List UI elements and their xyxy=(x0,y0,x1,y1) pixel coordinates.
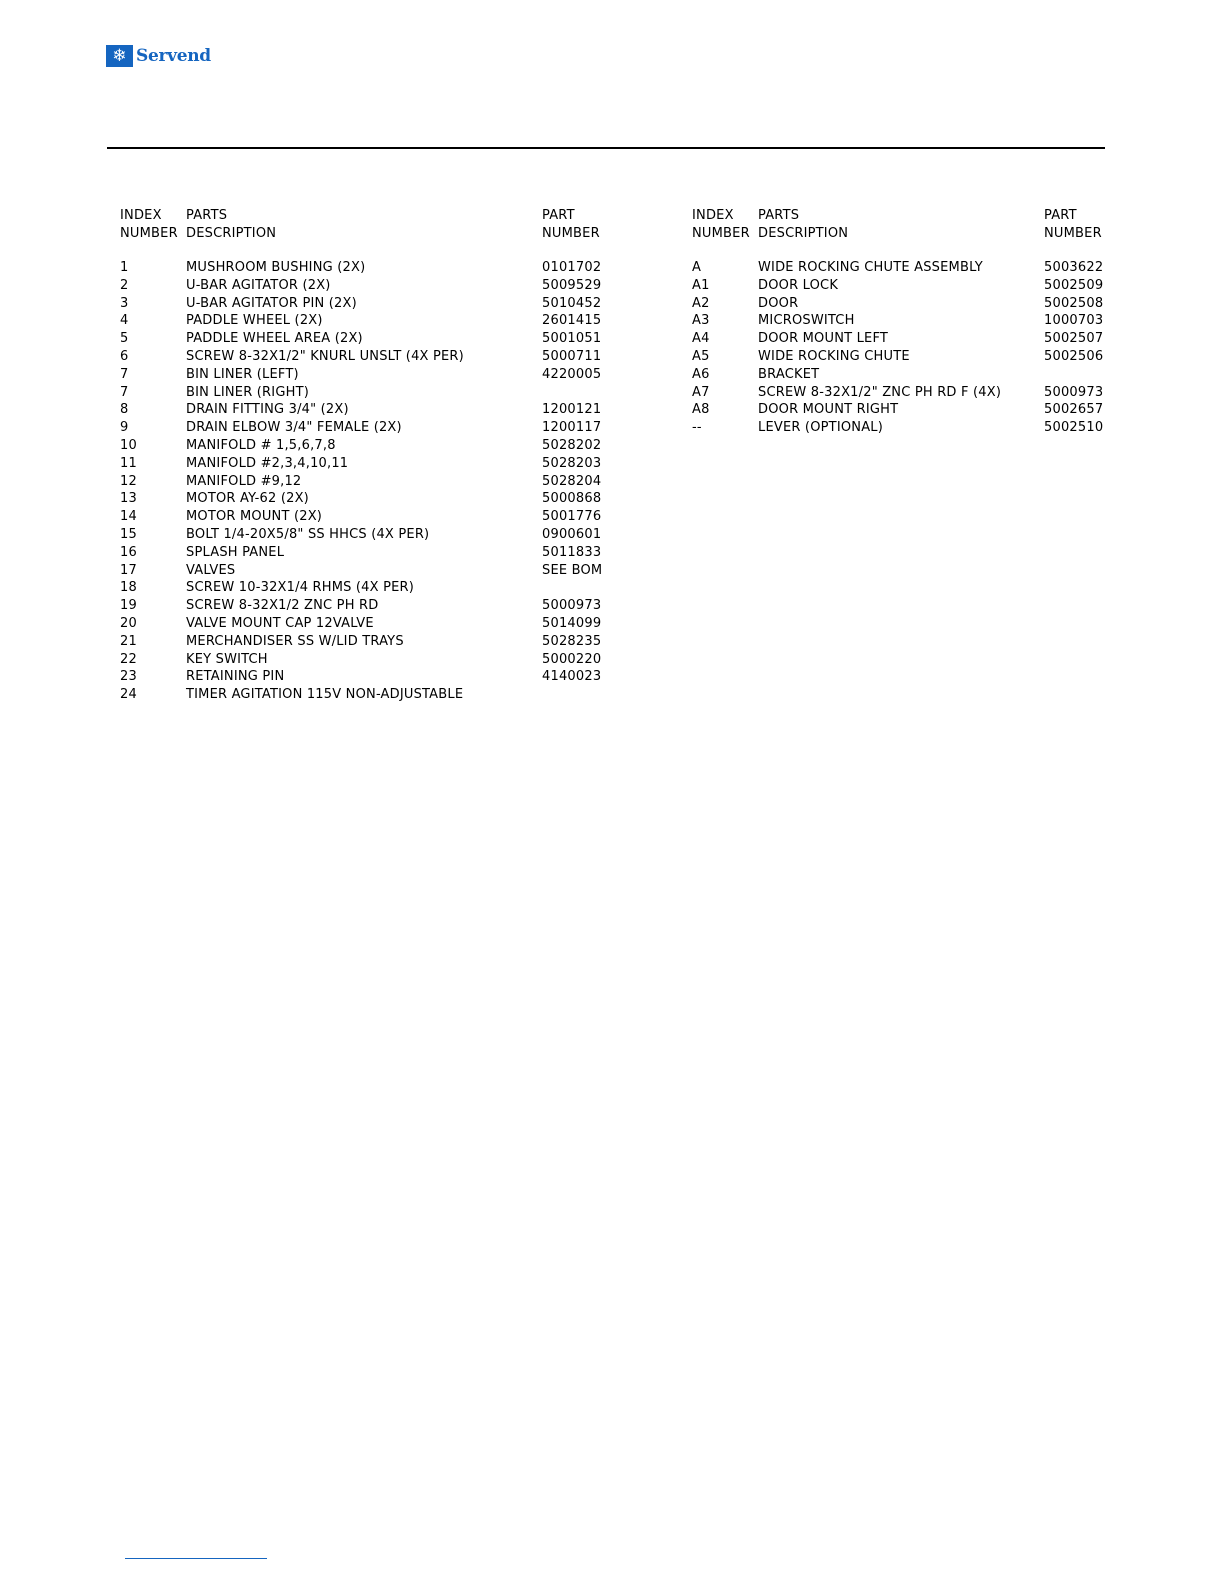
footer-link-underline xyxy=(125,1558,267,1559)
part-number: 5028235 xyxy=(542,633,602,649)
table-row xyxy=(120,366,620,384)
part-description: SCREW 8-32X1/2" ZNC PH RD F (4X) xyxy=(758,384,1002,400)
table-row xyxy=(120,384,620,402)
index-number: A6 xyxy=(692,366,710,382)
part-description: PADDLE WHEEL (2X) xyxy=(186,313,323,329)
part-number: 5000973 xyxy=(542,598,602,614)
index-number: 2 xyxy=(120,277,129,293)
part-number: 2601415 xyxy=(542,313,602,329)
index-number: 3 xyxy=(120,295,129,311)
table-row xyxy=(692,401,1112,419)
part-description: KEY SWITCH xyxy=(186,651,268,667)
part-number: 1000703 xyxy=(1044,313,1104,329)
parts-rows-left xyxy=(120,259,620,704)
part-description: WIDE ROCKING CHUTE ASSEMBLY xyxy=(758,260,983,275)
part-description: VALVES xyxy=(186,562,236,578)
parts-list-header xyxy=(120,207,620,243)
part-description: BIN LINER (LEFT) xyxy=(186,366,299,382)
table-row xyxy=(120,633,620,651)
table-row xyxy=(120,544,620,562)
index-number: 1 xyxy=(120,260,129,275)
part-description: BOLT 1/4-20X5/8" SS HHCS (4X PER) xyxy=(186,526,430,542)
part-number: 5000973 xyxy=(1044,384,1104,400)
part-number: 0101702 xyxy=(542,260,602,275)
part-number: SEE BOM xyxy=(542,562,603,578)
table-row xyxy=(120,526,620,544)
parts-list-right xyxy=(692,207,1112,437)
part-number-header: PART NUMBER xyxy=(542,208,600,241)
table-row xyxy=(120,295,620,313)
index-number-header: INDEX NUMBER xyxy=(120,208,178,241)
part-description: SCREW 8-32X1/2 ZNC PH RD xyxy=(186,598,379,614)
index-number: 17 xyxy=(120,562,137,578)
index-number: 19 xyxy=(120,598,137,614)
table-row xyxy=(120,419,620,437)
index-number: 20 xyxy=(120,615,137,631)
table-row xyxy=(120,312,620,330)
table-row xyxy=(120,508,620,526)
index-number: A4 xyxy=(692,331,710,347)
part-description: SPLASH PANEL xyxy=(186,544,285,560)
index-number: 15 xyxy=(120,526,137,542)
part-number: 5002510 xyxy=(1044,420,1104,436)
index-number: 21 xyxy=(120,633,137,649)
part-description: DOOR xyxy=(758,295,799,311)
part-description: RETAINING PIN xyxy=(186,669,285,685)
table-row xyxy=(120,490,620,508)
part-description: SCREW 10-32X1/4 RHMS (4X PER) xyxy=(186,580,415,596)
parts-list-left xyxy=(120,207,620,704)
index-number: A3 xyxy=(692,313,710,329)
brand-name: Servend xyxy=(136,46,211,66)
table-row xyxy=(120,579,620,597)
part-description: BIN LINER (RIGHT) xyxy=(186,384,309,400)
part-number: 4220005 xyxy=(542,366,602,382)
part-description: DOOR MOUNT LEFT xyxy=(758,331,889,347)
index-number: A xyxy=(692,260,702,275)
index-number: A8 xyxy=(692,402,710,418)
part-number: 5003622 xyxy=(1044,260,1104,275)
index-number: 9 xyxy=(120,420,129,436)
part-description: DRAIN FITTING 3/4" (2X) xyxy=(186,402,349,418)
index-number: A2 xyxy=(692,295,710,311)
index-number: 7 xyxy=(120,366,129,382)
part-description: MOTOR MOUNT (2X) xyxy=(186,509,323,525)
part-number: 5011833 xyxy=(542,544,602,560)
table-row xyxy=(120,437,620,455)
part-description: MUSHROOM BUSHING (2X) xyxy=(186,260,366,275)
table-row xyxy=(692,330,1112,348)
index-number: 24 xyxy=(120,687,137,703)
index-number: 6 xyxy=(120,348,129,364)
part-description: MANIFOLD #9,12 xyxy=(186,473,302,489)
table-row xyxy=(692,295,1112,313)
servend-logo xyxy=(106,45,211,67)
table-row xyxy=(120,651,620,669)
part-number: 1200121 xyxy=(542,402,602,418)
table-row xyxy=(692,419,1112,437)
index-number: 13 xyxy=(120,491,137,507)
part-description: PADDLE WHEEL AREA (2X) xyxy=(186,331,363,347)
table-row xyxy=(692,312,1112,330)
parts-description-header: PARTS DESCRIPTION xyxy=(758,208,849,241)
table-row xyxy=(120,455,620,473)
part-number: 0900601 xyxy=(542,526,602,542)
table-row xyxy=(120,562,620,580)
part-description: MOTOR AY-62 (2X) xyxy=(186,491,309,507)
part-description: MICROSWITCH xyxy=(758,313,855,329)
parts-rows-right xyxy=(692,259,1112,437)
part-description: TIMER AGITATION 115V NON-ADJUSTABLE xyxy=(186,687,464,703)
part-number: 5000220 xyxy=(542,651,602,667)
index-number: 12 xyxy=(120,473,137,489)
part-number: 5001776 xyxy=(542,509,602,525)
part-description: SCREW 8-32X1/2" KNURL UNSLT (4X PER) xyxy=(186,348,464,364)
part-description: U-BAR AGITATOR (2X) xyxy=(186,277,331,293)
index-number: 22 xyxy=(120,651,137,667)
table-row xyxy=(120,259,620,277)
part-description: BRACKET xyxy=(758,366,820,382)
table-row xyxy=(120,401,620,419)
index-number: 14 xyxy=(120,509,137,525)
index-number: 4 xyxy=(120,313,129,329)
index-number: -- xyxy=(692,420,702,436)
table-row xyxy=(120,597,620,615)
part-number: 5009529 xyxy=(542,277,602,293)
part-number: 5014099 xyxy=(542,615,602,631)
part-number: 5002509 xyxy=(1044,277,1104,293)
index-number: A5 xyxy=(692,348,710,364)
part-number: 5028204 xyxy=(542,473,602,489)
part-description: WIDE ROCKING CHUTE xyxy=(758,348,910,364)
table-row xyxy=(120,473,620,491)
table-row xyxy=(692,348,1112,366)
index-number: 5 xyxy=(120,331,129,347)
part-description: MANIFOLD #2,3,4,10,11 xyxy=(186,455,349,471)
part-description: DRAIN ELBOW 3/4" FEMALE (2X) xyxy=(186,420,402,436)
part-number: 5001051 xyxy=(542,331,602,347)
table-row xyxy=(120,686,620,704)
parts-list-header xyxy=(692,207,1112,243)
part-number: 5000711 xyxy=(542,348,602,364)
part-description: DOOR MOUNT RIGHT xyxy=(758,402,899,418)
index-number: 7 xyxy=(120,384,129,400)
part-description: VALVE MOUNT CAP 12VALVE xyxy=(186,615,374,631)
table-row xyxy=(692,277,1112,295)
table-row xyxy=(120,615,620,633)
index-number: 23 xyxy=(120,669,137,685)
table-row xyxy=(120,330,620,348)
index-number: 8 xyxy=(120,402,129,418)
part-description: MANIFOLD # 1,5,6,7,8 xyxy=(186,437,336,453)
part-number: 5002506 xyxy=(1044,348,1104,364)
snowflake-icon: ❄ xyxy=(106,45,133,67)
table-row xyxy=(692,259,1112,277)
table-row xyxy=(692,366,1112,384)
part-number: 5010452 xyxy=(542,295,602,311)
index-number: 11 xyxy=(120,455,137,471)
part-number: 4140023 xyxy=(542,669,602,685)
table-row xyxy=(120,668,620,686)
part-number: 5002657 xyxy=(1044,402,1104,418)
part-number: 5028202 xyxy=(542,437,602,453)
part-number: 5002508 xyxy=(1044,295,1104,311)
part-number-header: PART NUMBER xyxy=(1044,208,1102,241)
part-number: 5028203 xyxy=(542,455,602,471)
parts-description-header: PARTS DESCRIPTION xyxy=(186,208,277,241)
part-number: 5000868 xyxy=(542,491,602,507)
header-divider xyxy=(107,147,1105,149)
table-row xyxy=(120,348,620,366)
part-description: U-BAR AGITATOR PIN (2X) xyxy=(186,295,357,311)
index-number: 16 xyxy=(120,544,137,560)
part-description: LEVER (OPTIONAL) xyxy=(758,420,884,436)
part-description: DOOR LOCK xyxy=(758,277,839,293)
index-number: 18 xyxy=(120,580,137,596)
index-number: A1 xyxy=(692,277,710,293)
part-description: MERCHANDISER SS W/LID TRAYS xyxy=(186,633,404,649)
table-row xyxy=(692,384,1112,402)
index-number: A7 xyxy=(692,384,710,400)
index-number: 10 xyxy=(120,437,137,453)
index-number-header: INDEX NUMBER xyxy=(692,208,750,241)
table-row xyxy=(120,277,620,295)
part-number: 5002507 xyxy=(1044,331,1104,347)
part-number: 1200117 xyxy=(542,420,602,436)
